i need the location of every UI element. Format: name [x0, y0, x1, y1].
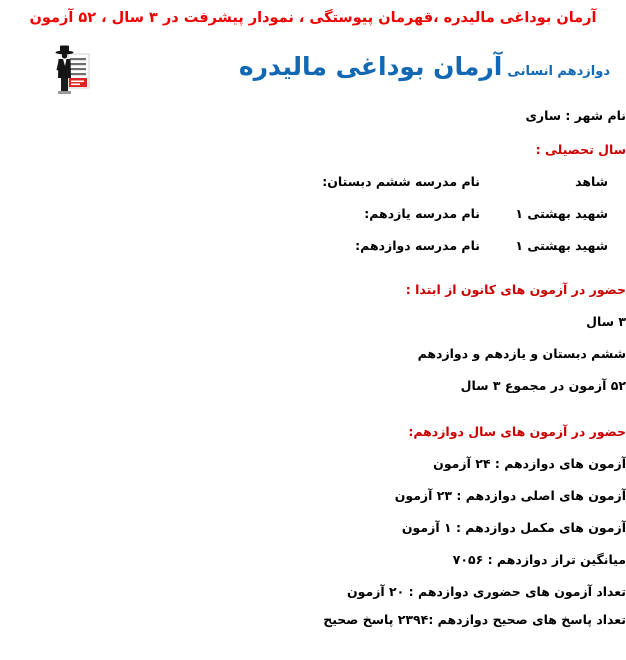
school-value: شهید بهشتی ۱ — [515, 238, 608, 253]
list-item: ۵۲ آزمون در مجموع ۳ سال — [460, 378, 626, 393]
academic-year-heading: سال تحصیلی : — [535, 142, 626, 157]
table-row — [10, 238, 626, 253]
school-value: شهید بهشتی ۱ — [515, 206, 608, 221]
student-grade: دوازدهم انسانی — [507, 64, 610, 79]
list-item: تعداد پاسخ های صحیح دوازدهم :۲۳۹۴ پاسخ صحیح — [323, 612, 626, 627]
student-name: آرمان بوداغی مالیدره — [238, 52, 503, 81]
school-label: نام مدرسه یازدهم: — [364, 206, 480, 221]
city-line: نام شهر : ساری — [525, 108, 626, 123]
school-label: نام مدرسه ششم دبستان: — [322, 174, 480, 189]
student-name-row — [10, 52, 626, 81]
list-item: آزمون های مکمل دوازدهم : ۱ آزمون — [401, 520, 626, 535]
list-item: ششم دبستان و یازدهم و دوازدهم — [417, 346, 626, 361]
list-item: تعداد آزمون های حضوری دوازدهم : ۲۰ آزمون — [346, 584, 626, 599]
table-row — [10, 174, 626, 189]
list-item: آزمون های دوازدهم : ۲۴ آزمون — [433, 456, 626, 471]
school-label: نام مدرسه دوازدهم: — [355, 238, 480, 253]
list-item: میانگین تراز دوازدهم : ۷۰۵۶ — [452, 552, 626, 567]
list-item: آزمون های اصلی دوازدهم : ۲۳ آزمون — [394, 488, 626, 503]
school-value: شاهد — [575, 174, 608, 189]
attendance-from-start-heading: حضور در آزمون های کانون از ابتدا : — [405, 282, 626, 297]
list-item: ۳ سال — [586, 314, 626, 329]
twelfth-year-heading: حضور در آزمون های سال دوازدهم: — [408, 424, 626, 439]
table-row — [10, 206, 626, 221]
page-title: آرمان بوداغی مالیدره ،قهرمان پیوستگی ، نمودار پیشرفت در ۳ سال ، ۵۲ آزمون — [29, 10, 597, 26]
